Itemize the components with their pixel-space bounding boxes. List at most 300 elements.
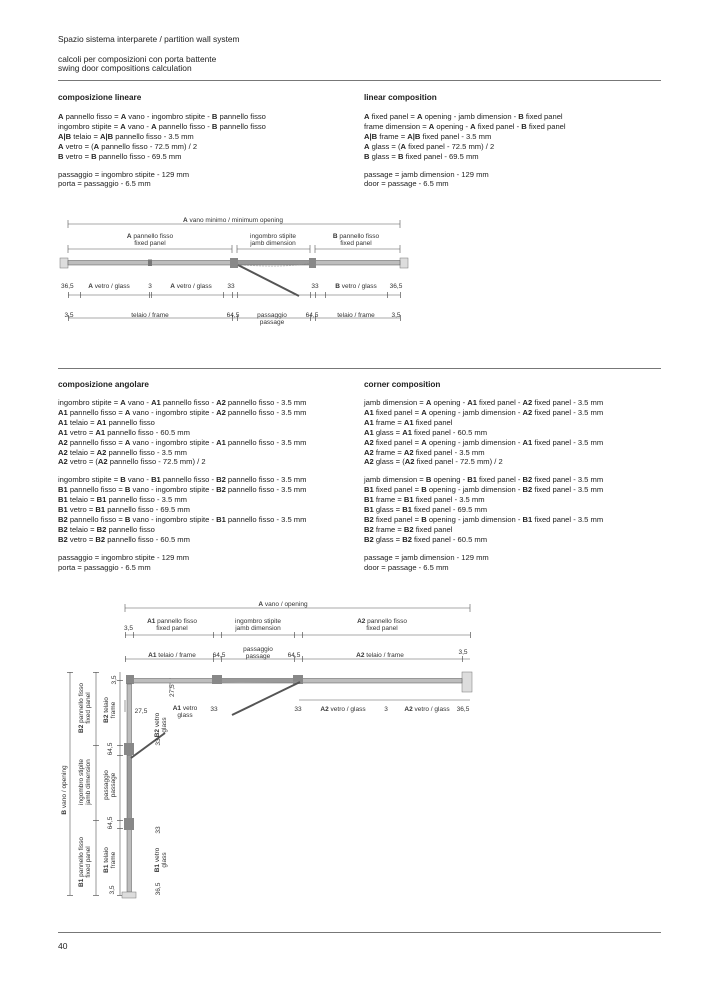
- formula-line: [364, 132, 566, 142]
- formula-text: vano - ingombro stipite -: [126, 112, 212, 121]
- formula-variable: B1: [402, 505, 412, 515]
- formula-line: [58, 438, 306, 448]
- header-divider: [58, 80, 661, 81]
- formula-line: [58, 457, 306, 467]
- formula-text: glass =: [373, 534, 403, 544]
- formula-variable: B2: [364, 514, 374, 524]
- formula-line: [58, 515, 306, 525]
- d2-b2-frame: B2 telaio: [103, 697, 110, 723]
- formula-variable: A|B: [407, 131, 421, 141]
- formula-variable: B2: [403, 524, 414, 534]
- formula-text: fixed panel - 69.5 mm: [411, 505, 488, 515]
- d2-jamb-v-en: jamb dimension: [85, 759, 92, 805]
- formula-text: fixed panel - 69.5 mm: [403, 151, 479, 161]
- spacer: [58, 467, 306, 475]
- d2-jamb-v-it: ingombro stipite: [78, 759, 85, 805]
- formula-text: fixed panel - 3.5 mm: [532, 437, 604, 447]
- d1-b-panel: B pannello fisso: [332, 233, 380, 240]
- formula-variable: B1: [216, 514, 226, 524]
- formula-variable: A: [421, 437, 427, 447]
- formula-text: opening - jamb dimension -: [426, 437, 523, 447]
- formula-line: [58, 408, 306, 418]
- formula-line: [364, 418, 603, 428]
- formula-text: door = passage - 6.5 mm: [364, 562, 449, 572]
- linear-formulas-en: [364, 112, 566, 189]
- d1-dim-36-5-right: 36,5: [389, 283, 403, 290]
- formula-text: fixed panel - 3.5 mm: [413, 447, 485, 457]
- formula-text: pannello fisso - 3.5 mm: [225, 475, 307, 485]
- formula-variable: A2: [404, 457, 415, 467]
- formula-text: pannello fisso - 3.5 mm: [225, 407, 307, 417]
- formula-text: fixed panel: [413, 524, 453, 534]
- d2-a1-glass-en: glass: [177, 712, 193, 719]
- formula-text: pannello fisso - 60.5 mm: [105, 427, 190, 437]
- formula-variable: B2: [522, 475, 533, 485]
- formula-text: vetro = (: [63, 141, 94, 151]
- formula-variable: B: [124, 514, 131, 524]
- d2-dim-64-5a: 64,5: [212, 652, 226, 659]
- d1-dim-3: 3: [148, 283, 152, 290]
- formula-text: fixed panel -: [475, 121, 522, 131]
- d2-dim-27-5-h: 27,5: [134, 708, 148, 715]
- d2-a2-panel-en: fixed panel: [366, 625, 398, 632]
- d2-dim-33-v1: 33: [155, 738, 162, 746]
- formula-text: fixed panel - 3.5 mm: [532, 475, 604, 485]
- d2-dim-27-5-v: 27,5: [169, 684, 176, 697]
- formula-variable: A: [93, 141, 100, 151]
- formula-text: glass =: [369, 151, 398, 161]
- formula-text: telaio =: [67, 447, 97, 457]
- formula-line: [58, 495, 306, 505]
- formula-variable: B1: [403, 495, 414, 505]
- d2-passage-en: passage: [245, 653, 271, 660]
- formula-text: vano -: [125, 398, 152, 407]
- formula-variable: A|B: [58, 131, 72, 141]
- d2-b2-panel-en: fixed panel: [85, 692, 92, 724]
- formula-text: pannello fisso - 3.5 mm: [225, 514, 307, 524]
- formula-line: [58, 179, 266, 189]
- formula-text: vetro = (: [67, 457, 98, 467]
- formula-text: pannello fisso -: [160, 398, 217, 407]
- formula-variable: A2: [97, 457, 108, 467]
- spacer: [58, 545, 306, 553]
- formula-variable: A1: [151, 398, 161, 407]
- formula-variable: B2: [522, 485, 533, 495]
- formula-text: pannello fisso - 72.5 mm) / 2: [99, 141, 198, 151]
- formula-text: opening - jamb dimension -: [426, 485, 523, 495]
- formula-text: pannello fisso - 69.5 mm: [105, 505, 190, 515]
- formula-variable: B: [521, 121, 527, 131]
- formula-text: fixed panel: [526, 121, 566, 131]
- header-subtitle-en: swing door compositions calculation: [58, 63, 192, 73]
- formula-line: [58, 448, 306, 458]
- spacer: [364, 545, 603, 553]
- formula-variable: B1: [58, 495, 68, 505]
- formula-text: pannello fisso: [217, 121, 266, 131]
- formula-line: [364, 408, 603, 418]
- formula-variable: A: [151, 121, 157, 131]
- d2-dim-36-5-v: 36,5: [155, 882, 162, 896]
- formula-variable: B2: [96, 524, 107, 534]
- formula-text: glass =: [373, 427, 403, 437]
- d1-frame: telaio / frame: [131, 312, 169, 319]
- formula-variable: B: [421, 485, 427, 495]
- formula-line: [364, 448, 603, 458]
- d2-dim-3-5: 3,5: [124, 625, 134, 632]
- d2-b1-panel: B1 pannello fisso: [78, 837, 85, 887]
- d2-b1-panel-en: fixed panel: [85, 846, 92, 878]
- d1-frame-right: telaio / frame: [337, 312, 375, 319]
- formula-line: [364, 457, 603, 467]
- formula-variable: A1: [522, 437, 533, 447]
- formula-variable: A1: [96, 417, 107, 427]
- formula-text: opening -: [431, 475, 468, 485]
- d2-b1-glass: B1 vetro: [154, 847, 161, 873]
- d2-b1-frame-en: frame: [110, 851, 117, 869]
- formula-variable: A2: [58, 437, 68, 447]
- formula-text: glass = (: [369, 141, 401, 151]
- formula-line: [58, 485, 306, 495]
- formula-variable: B: [91, 151, 97, 161]
- formula-line: [364, 142, 566, 152]
- formula-text: opening - jamb dimension -: [422, 112, 519, 121]
- d1-dim-3-5-right: 3,5: [391, 312, 401, 319]
- formula-variable: B: [364, 151, 370, 161]
- formula-variable: B2: [216, 485, 226, 495]
- formula-variable: A2: [364, 457, 374, 467]
- d2-dim-64-5b: 64,5: [287, 652, 301, 659]
- formula-text: fixed panel - 3.5 mm: [532, 398, 604, 407]
- linear-formulas-it: [58, 112, 266, 189]
- footer-divider: [58, 932, 661, 933]
- formula-variable: B2: [58, 524, 68, 534]
- formula-variable: A2: [96, 447, 107, 457]
- d2-dim-33-v2: 33: [155, 826, 162, 834]
- formula-variable: A|B: [100, 131, 114, 141]
- formula-text: pannello fisso - 3.5 mm: [106, 495, 187, 505]
- d1-dim-33-right: 33: [311, 283, 319, 290]
- header-subtitle-it: calcoli per composizioni con porta battente: [58, 54, 217, 64]
- formula-text: porta = passaggio - 6.5 mm: [58, 562, 151, 572]
- formula-text: pannello fisso - 60.5 mm: [105, 534, 190, 544]
- d2-dim-3-5-right: 3,5: [458, 649, 468, 656]
- formula-text: pannello fisso - 69.5 mm: [96, 151, 182, 161]
- d1-top-label: A vano minimo / minimum opening: [182, 217, 284, 224]
- d2-dim-3-5-bottom: 3,5: [109, 885, 116, 895]
- formula-text: pannello fisso - 3.5 mm: [225, 437, 307, 447]
- formula-text: fixed panel =: [373, 437, 422, 447]
- formula-variable: B: [421, 514, 427, 524]
- d2-a2-glass: A2 vetro / glass: [320, 706, 366, 713]
- formula-line: [58, 525, 306, 535]
- formula-text: fixed panel - 60.5 mm: [411, 534, 488, 544]
- formula-variable: B1: [522, 514, 533, 524]
- formula-text: fixed panel -: [476, 475, 523, 485]
- d1-passage-it: passaggio: [257, 312, 287, 319]
- d2-jamb-it: ingombro stipite: [235, 618, 281, 625]
- formula-variable: A: [400, 141, 406, 151]
- formula-text: jamb dimension =: [364, 475, 426, 485]
- d1-a-glass-2: A vetro / glass: [170, 283, 212, 290]
- d2-a2-frame: A2 telaio / frame: [356, 652, 404, 659]
- formula-line: [364, 152, 566, 162]
- d2-dim-33-b: 33: [294, 706, 302, 713]
- formula-line: [364, 525, 603, 535]
- formula-variable: A1: [467, 398, 477, 407]
- formula-line: [58, 152, 266, 162]
- formula-variable: B: [425, 475, 432, 485]
- formula-variable: B1: [467, 475, 477, 485]
- formula-text: ingombro stipite =: [58, 121, 121, 131]
- formula-variable: A: [124, 437, 131, 447]
- spacer: [364, 162, 566, 170]
- formula-line: [58, 418, 306, 428]
- formula-line: [364, 170, 566, 180]
- formula-variable: B1: [58, 485, 68, 495]
- formula-text: telaio =: [71, 131, 101, 141]
- formula-text: telaio =: [67, 417, 97, 427]
- formula-text: vetro =: [67, 427, 96, 437]
- d1-b-panel-en: fixed panel: [340, 240, 372, 247]
- formula-text: jamb dimension =: [364, 398, 426, 407]
- d2-a1-panel: A1 pannello fisso: [147, 618, 197, 625]
- formula-text: fixed panel -: [476, 398, 523, 407]
- d2-a2-glass-2: A2 vetro / glass: [404, 706, 450, 713]
- formula-text: vetro =: [67, 505, 96, 515]
- formula-line: [364, 438, 603, 448]
- d2-b2-glass: B2 vetro: [154, 712, 161, 738]
- formula-text: opening -: [431, 398, 468, 407]
- formula-variable: A: [58, 112, 64, 121]
- formula-text: vano - ingombro stipite -: [130, 407, 217, 417]
- formula-variable: A: [470, 121, 476, 131]
- formula-variable: B1: [58, 505, 68, 515]
- d2-dim-64-5-v1: 64,5: [107, 742, 114, 756]
- formula-text: fixed panel =: [369, 112, 417, 121]
- formula-line: [58, 122, 266, 132]
- formula-text: vetro =: [67, 534, 96, 544]
- formula-variable: B2: [216, 475, 226, 485]
- formula-text: vano - ingombro stipite -: [130, 514, 217, 524]
- d2-dim-3: 3: [384, 706, 388, 713]
- linear-title-en: linear composition: [364, 93, 437, 102]
- corner-formulas-it: [58, 398, 306, 573]
- formula-variable: A: [364, 141, 370, 151]
- formula-variable: A2: [522, 407, 533, 417]
- formula-variable: A1: [402, 427, 412, 437]
- formula-line: [58, 505, 306, 515]
- formula-text: fixed panel - 3.5 mm: [420, 131, 492, 141]
- formula-text: fixed panel =: [373, 514, 422, 524]
- formula-text: telaio =: [67, 495, 97, 505]
- d1-passage-en: passage: [259, 319, 285, 326]
- d1-dim-64-5-left: 64,5: [226, 312, 240, 319]
- formula-variable: B: [58, 151, 64, 161]
- formula-text: fixed panel - 3.5 mm: [413, 495, 485, 505]
- formula-text: pannello fisso - 3.5 mm: [225, 485, 307, 495]
- page-number: 40: [58, 941, 68, 951]
- formula-variable: B2: [402, 534, 412, 544]
- formula-variable: A: [120, 112, 127, 121]
- d2-dim-3-5-top: 3,5: [111, 675, 118, 685]
- d2-b1-frame: B1 telaio: [103, 847, 110, 873]
- formula-text: passage = jamb dimension - 129 mm: [364, 169, 489, 179]
- formula-text: passaggio = ingombro stipite - 129 mm: [58, 169, 190, 179]
- formula-text: vano - ingombro stipite -: [130, 437, 217, 447]
- d2-dim-64-5-v2: 64,5: [107, 816, 114, 830]
- formula-variable: B2: [364, 534, 374, 544]
- d1-dim-64-5-right: 64,5: [305, 312, 319, 319]
- formula-text: frame =: [373, 417, 404, 427]
- formula-variable: A: [428, 121, 435, 131]
- d1-jamb-it: ingombro stipite: [250, 233, 296, 240]
- formula-text: ingombro stipite =: [58, 398, 121, 407]
- d2-b2-glass-en: glass: [161, 717, 168, 733]
- formula-variable: B: [518, 112, 524, 121]
- formula-text: vano - ingombro stipite -: [130, 485, 217, 495]
- formula-variable: A1: [403, 417, 414, 427]
- formula-text: pannello fisso =: [63, 112, 121, 121]
- formula-text: vano -: [125, 475, 152, 485]
- d1-dim-3-5-left: 3,5: [64, 312, 74, 319]
- formula-variable: B2: [58, 534, 68, 544]
- formula-line: [58, 535, 306, 545]
- formula-text: fixed panel: [523, 112, 563, 121]
- formula-line: [58, 142, 266, 152]
- section-divider: [58, 368, 661, 369]
- formula-line: [364, 505, 603, 515]
- formula-variable: A2: [364, 437, 374, 447]
- formula-text: fixed panel - 60.5 mm: [411, 427, 488, 437]
- formula-variable: A: [364, 112, 370, 121]
- formula-line: [364, 553, 603, 563]
- formula-text: opening -: [434, 121, 471, 131]
- formula-text: pannello fisso -: [160, 475, 217, 485]
- formula-text: telaio =: [67, 524, 97, 534]
- formula-variable: B1: [364, 485, 374, 495]
- formula-variable: A: [421, 407, 427, 417]
- d2-a1-frame: A1 telaio / frame: [148, 652, 196, 659]
- d2-a2-panel: A2 pannello fisso: [357, 618, 407, 625]
- formula-line: [364, 495, 603, 505]
- formula-variable: B: [211, 121, 218, 131]
- formula-text: pannello fisso - 3.5 mm: [113, 131, 194, 141]
- d1-a-glass: A vetro / glass: [88, 283, 130, 290]
- formula-variable: A: [416, 112, 423, 121]
- formula-line: [364, 515, 603, 525]
- formula-text: frame =: [377, 131, 408, 141]
- formula-variable: B1: [96, 495, 107, 505]
- formula-line: [364, 428, 603, 438]
- formula-line: [364, 122, 566, 132]
- linear-title-it: composizione lineare: [58, 93, 142, 102]
- corner-composition-diagram: [0, 595, 710, 905]
- formula-line: [364, 398, 603, 408]
- d1-jamb-en: jamb dimension: [250, 240, 296, 247]
- d1-a-panel-en: fixed panel: [134, 240, 166, 247]
- formula-text: vetro =: [63, 151, 92, 161]
- formula-variable: A: [120, 398, 126, 407]
- formula-variable: A1: [364, 417, 374, 427]
- corner-title-en: corner composition: [364, 380, 441, 389]
- formula-text: pannello fisso =: [67, 485, 125, 495]
- formula-variable: A2: [403, 447, 414, 457]
- formula-variable: B: [120, 475, 126, 485]
- formula-variable: B: [124, 485, 131, 495]
- formula-variable: A2: [216, 398, 226, 407]
- corner-formulas-en: [364, 398, 603, 573]
- formula-variable: A2: [364, 447, 374, 457]
- formula-variable: B1: [151, 475, 161, 485]
- formula-variable: A2: [216, 407, 226, 417]
- formula-variable: A2: [58, 447, 68, 457]
- formula-variable: B2: [95, 534, 106, 544]
- formula-line: [364, 179, 566, 189]
- d2-passage-it: passaggio: [243, 646, 273, 653]
- formula-line: [58, 553, 306, 563]
- formula-text: fixed panel =: [373, 407, 422, 417]
- d2-a1-panel-en: fixed panel: [156, 625, 188, 632]
- formula-text: pannello fisso: [217, 112, 266, 121]
- formula-variable: B: [211, 112, 218, 121]
- formula-text: passage = jamb dimension - 129 mm: [364, 552, 489, 562]
- header-title: Spazio sistema interparete / partition wall system: [58, 34, 240, 44]
- formula-variable: B1: [364, 495, 374, 505]
- formula-variable: A1: [95, 427, 106, 437]
- formula-line: [58, 170, 266, 180]
- formula-variable: A2: [58, 457, 68, 467]
- formula-line: [58, 475, 306, 485]
- formula-variable: A: [425, 398, 432, 407]
- formula-variable: B1: [95, 505, 106, 515]
- formula-line: [364, 563, 603, 573]
- spacer: [58, 162, 266, 170]
- d2-b1-glass-en: glass: [161, 852, 168, 868]
- formula-text: pannello fisso =: [67, 407, 125, 417]
- formula-line: [58, 112, 266, 122]
- formula-variable: A: [58, 141, 64, 151]
- formula-text: frame =: [373, 495, 404, 505]
- formula-text: pannello fisso - 72.5 mm) / 2: [107, 457, 206, 467]
- formula-variable: B2: [364, 524, 374, 534]
- formula-line: [58, 132, 266, 142]
- d2-jamb-en: jamb dimension: [235, 625, 281, 632]
- formula-text: pannello fisso -: [156, 121, 212, 131]
- formula-text: glass = (: [373, 457, 405, 467]
- formula-text: glass =: [373, 505, 403, 515]
- formula-variable: A1: [216, 437, 226, 447]
- d2-top-label: A vano / opening: [258, 601, 308, 608]
- formula-variable: A1: [58, 407, 68, 417]
- formula-text: pannello fisso: [106, 417, 155, 427]
- formula-text: frame =: [373, 447, 404, 457]
- formula-line: [364, 535, 603, 545]
- formula-variable: A2: [522, 398, 533, 407]
- d2-passage-v-en: passage: [110, 772, 117, 798]
- linear-composition-diagram: [0, 205, 710, 335]
- formula-text: porta = passaggio - 6.5 mm: [58, 179, 151, 189]
- formula-variable: A|B: [364, 131, 378, 141]
- formula-variable: A: [120, 121, 126, 131]
- formula-variable: B: [397, 151, 404, 161]
- formula-text: fixed panel =: [373, 485, 422, 495]
- formula-text: pannello fisso - 3.5 mm: [225, 398, 307, 407]
- formula-text: door = passage - 6.5 mm: [364, 179, 449, 189]
- d2-dim-36-5: 36,5: [456, 706, 470, 713]
- formula-variable: A1: [364, 427, 374, 437]
- formula-line: [364, 485, 603, 495]
- formula-text: pannello fisso: [106, 524, 155, 534]
